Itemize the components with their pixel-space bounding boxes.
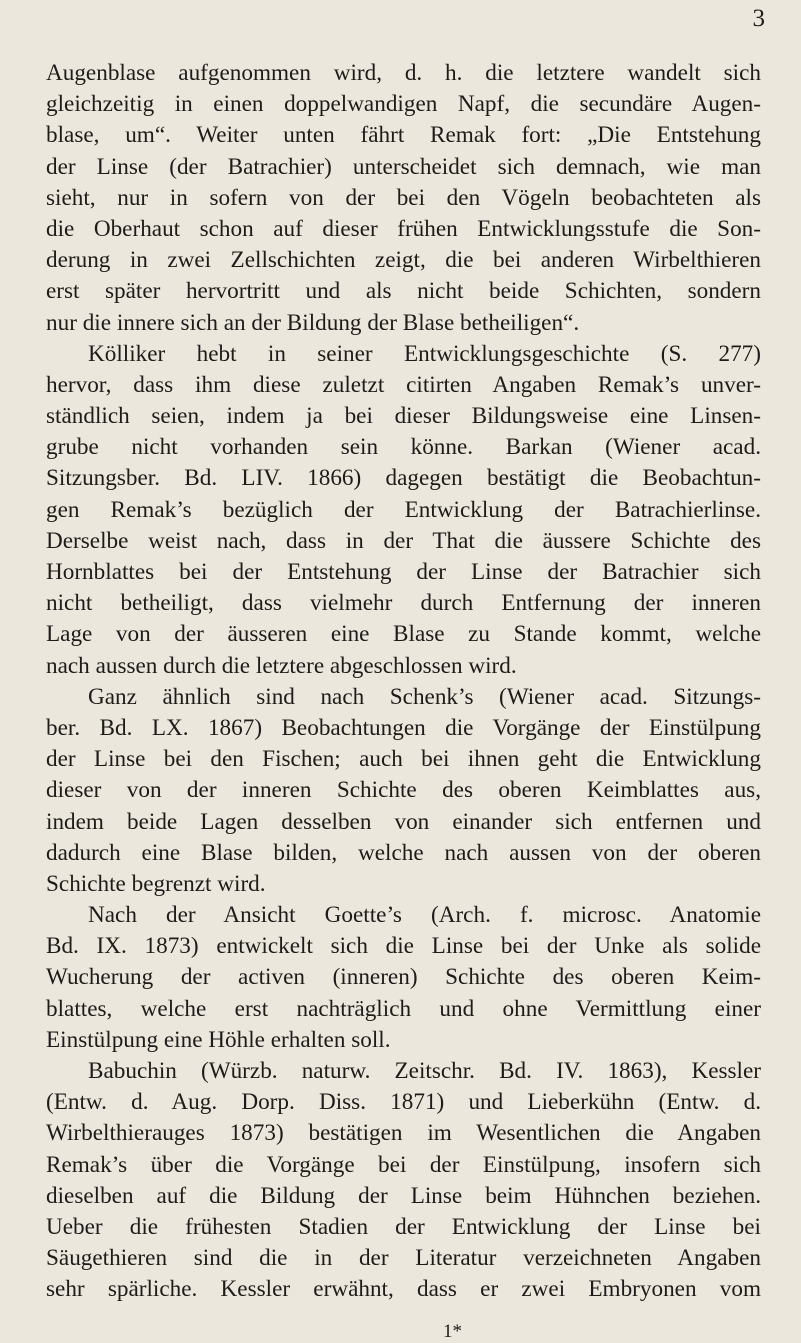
text-line: gleichzeitig in einen doppelwandigen Napf, die secundäre Augen- — [46, 91, 761, 118]
text-line: (Entw. d. Aug. Dorp. Diss. 1871) und Lieberkühn (Entw. d. — [46, 1089, 761, 1116]
text-line: Säugethieren sind die in der Literatur verzeichneten Angaben — [46, 1245, 761, 1272]
text-line: erst später hervortritt und als nicht beide Schichten, sondern — [46, 278, 761, 305]
text-line: dadurch eine Blase bilden, welche nach aussen von der oberen — [46, 839, 761, 866]
text-line: Nach der Ansicht Goette’s (Arch. f. microsc. Anatomie — [88, 902, 761, 929]
paragraph — [46, 339, 761, 682]
text-line: blase, um“. Weiter unten fährt Remak fort: „Die Entstehung — [46, 122, 761, 149]
text-line: der Linse bei den Fischen; auch bei ihnen geht die Entwicklung — [46, 746, 761, 773]
text-line: Lage von der äusseren eine Blase zu Stande kommt, welche — [46, 621, 761, 648]
text-line: grube nicht vorhanden sein könne. Barkan (Wiener acad. — [46, 434, 761, 461]
text-line: Wucherung der activen (inneren) Schichte des oberen Keim- — [46, 964, 761, 991]
text-line: Remak’s über die Vorgänge bei der Einstülpung, insofern sich — [46, 1151, 761, 1178]
text-line: gen Remak’s bezüglich der Entwicklung der Batrachierlinse. — [46, 496, 761, 523]
text-line: hervor, dass ihm diese zuletzt citirten Angaben Remak’s unver- — [46, 371, 761, 398]
paragraph — [46, 1056, 761, 1306]
text-line: nach aussen durch die letztere abgeschlossen wird. — [46, 652, 517, 679]
text-line: der Linse (der Batrachier) unterscheidet sich demnach, wie man — [46, 153, 761, 180]
text-line: Bd. IX. 1873) entwickelt sich die Linse bei der Unke als solide — [46, 933, 761, 960]
text-line: sieht, nur in sofern von der bei den Vögeln beobachteten als — [46, 184, 761, 211]
footer-signature-mark: 1* — [443, 1321, 462, 1342]
text-line: derung in zwei Zellschichten zeigt, die bei anderen Wirbelthieren — [46, 247, 761, 274]
paragraph — [46, 58, 761, 339]
text-line: Ueber die frühesten Stadien der Entwicklung der Linse bei — [46, 1213, 761, 1240]
text-line: Kölliker hebt in seiner Entwicklungsgeschichte (S. 277) — [88, 340, 761, 367]
text-line: blattes, welche erst nachträglich und ohne Vermittlung einer — [46, 995, 761, 1022]
text-line: Augenblase aufgenommen wird, d. h. die letztere wandelt sich — [46, 60, 761, 86]
text-line: Ganz ähnlich sind nach Schenk’s (Wiener acad. Sitzungs- — [88, 683, 761, 710]
page-number: 3 — [752, 5, 765, 32]
text-line: dieser von der inneren Schichte des oberen Keimblattes aus, — [46, 777, 761, 804]
text-line: nicht betheiligt, dass vielmehr durch Entfernung der inneren — [46, 590, 761, 617]
text-line: Babuchin (Würzb. naturw. Zeitschr. Bd. IV. 1863), Kessler — [88, 1058, 761, 1084]
text-line: Derselbe weist nach, dass in der That die äussere Schichte des — [46, 527, 761, 554]
text-line: Einstülpung eine Höhle erhalten soll. — [46, 1026, 391, 1053]
text-line: ständlich seien, indem ja bei dieser Bildungsweise eine Linsen- — [46, 403, 761, 430]
text-line: nur die innere sich an der Bildung der Blase betheiligen“. — [46, 309, 580, 336]
text-block — [46, 58, 761, 1306]
paragraph — [46, 682, 761, 900]
text-line: Sitzungsber. Bd. LIV. 1866) dagegen bestätigt die Beobachtun- — [46, 465, 761, 492]
text-line: dieselben auf die Bildung der Linse beim Hühnchen beziehen. — [46, 1182, 761, 1209]
text-line: sehr spärliche. Kessler erwähnt, dass er zwei Embryonen vom — [46, 1276, 761, 1303]
text-line: Wirbelthierauges 1873) bestätigen im Wesentlichen die Angaben — [46, 1120, 761, 1147]
text-line: Schichte begrenzt wird. — [46, 870, 266, 897]
text-line: die Oberhaut schon auf dieser frühen Entwicklungsstufe die Son- — [46, 215, 761, 242]
text-line: ber. Bd. LX. 1867) Beobachtungen die Vorgänge der Einstülpung — [46, 714, 761, 741]
text-line: indem beide Lagen desselben von einander sich entfernen und — [46, 808, 761, 835]
paragraph — [46, 900, 761, 1056]
text-line: Hornblattes bei der Entstehung der Linse der Batrachier sich — [46, 559, 761, 585]
